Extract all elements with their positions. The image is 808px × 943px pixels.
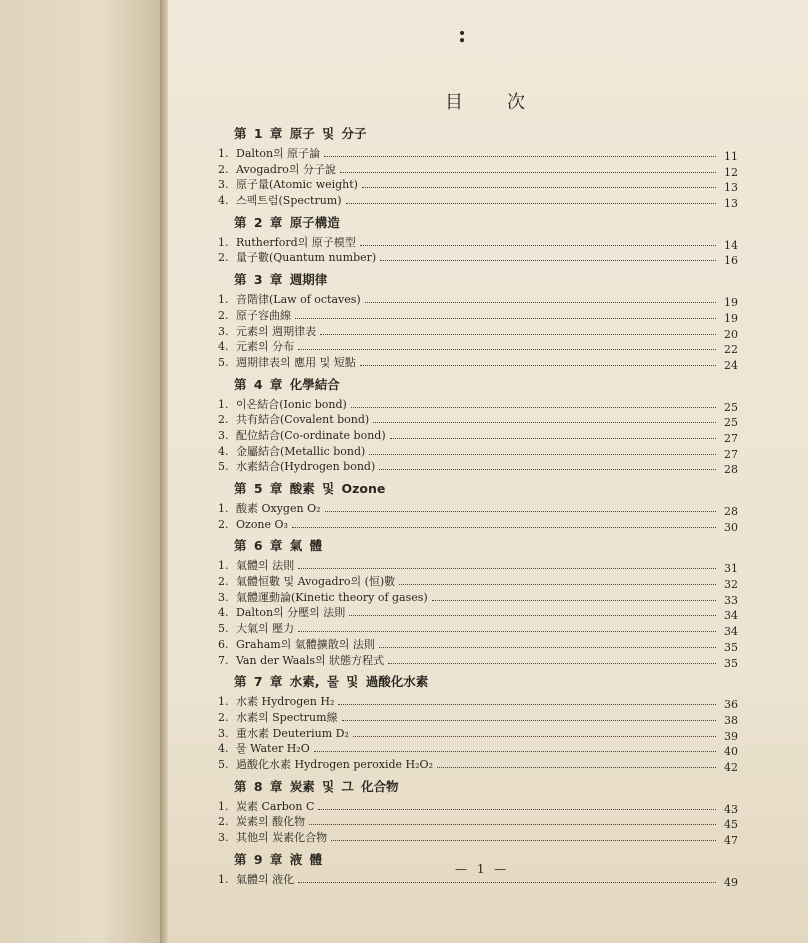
toc-entry	[218, 637, 738, 653]
toc-entry	[218, 741, 738, 757]
page-top-mark: :	[458, 22, 468, 48]
toc-entry	[218, 355, 738, 371]
entry-page-number: 36	[724, 698, 738, 712]
toc-entry	[218, 444, 738, 460]
chapter-heading: 第 7 章 水素, 물 및 過酸化水素	[234, 674, 429, 690]
entry-number: 5.	[218, 757, 229, 771]
entry-title: 炭素의 酸化物	[236, 815, 306, 829]
toc-entry	[218, 162, 738, 178]
chapter-heading: 第 4 章 化學結合	[234, 376, 340, 392]
entry-page-number: 34	[724, 609, 738, 623]
dot-leader	[360, 245, 716, 246]
entry-page-number: 28	[724, 463, 738, 477]
table-of-contents	[218, 124, 738, 891]
dot-leader	[360, 365, 716, 366]
entry-page-number: 11	[724, 150, 738, 163]
facing-page	[0, 0, 166, 943]
entry-number: 5.	[218, 622, 229, 636]
entry-page-number: 39	[724, 729, 738, 743]
entry-title: 氣體의 液化	[236, 872, 295, 886]
entry-title: Dalton의 分壓의 法則	[236, 606, 346, 620]
entry-title: 量子數(Quantum number)	[236, 251, 377, 265]
dot-leader	[379, 647, 716, 648]
dot-leader	[298, 568, 716, 569]
entry-title: 氣體의 法則	[236, 559, 295, 573]
entry-title: 原子量(Atomic weight)	[236, 178, 358, 192]
chapter-heading: 第 5 章 酸素 및 Ozone	[234, 481, 386, 496]
entry-title: 其他의 炭素化合物	[236, 831, 328, 844]
entry-number: 2.	[218, 162, 229, 176]
entry-number: 2.	[218, 413, 229, 427]
toc-entry	[218, 459, 738, 475]
dot-leader	[373, 422, 716, 423]
entry-page-number: 16	[724, 254, 738, 268]
entry-page-number: 33	[724, 593, 738, 607]
entry-number: 1.	[218, 147, 229, 160]
entry-title: 音階律(Law of octaves)	[236, 293, 361, 307]
dot-leader	[325, 511, 717, 512]
toc-entry	[218, 428, 738, 444]
toc-entry	[218, 193, 738, 209]
entry-number: 2.	[218, 308, 229, 322]
entry-number: 1.	[218, 559, 229, 573]
entry-title: 原子容曲線	[236, 308, 291, 322]
toc-entry	[218, 653, 738, 669]
entry-number: 3.	[218, 324, 229, 338]
entry-number: 3.	[218, 178, 229, 192]
entry-number: 1.	[218, 293, 229, 307]
dot-leader	[380, 260, 716, 261]
entry-page-number: 13	[724, 197, 738, 211]
chapter-heading: 第 6 章 氣 體	[234, 538, 323, 554]
entry-title: Rutherford의 原子模型	[236, 235, 356, 249]
toc-title	[445, 88, 525, 114]
entry-number: 4.	[218, 742, 229, 756]
entry-number: 2.	[218, 251, 229, 265]
dot-leader	[390, 438, 716, 439]
toc-entry	[218, 397, 738, 413]
dot-leader	[346, 203, 716, 204]
dot-leader	[379, 469, 716, 470]
entry-title: 過酸化水素 Hydrogen peroxide H₂O₂	[236, 757, 433, 771]
dot-leader	[399, 584, 716, 585]
entry-page-number: 25	[724, 416, 738, 430]
entry-title: 酸素 Oxygen O₂	[236, 502, 321, 515]
dot-leader	[437, 767, 716, 768]
entry-title: Avogadro의 分子說	[236, 162, 336, 176]
page-number: — 1 —	[455, 862, 510, 876]
entry-title: 水素結合(Hydrogen bond)	[236, 460, 376, 474]
entry-title: 共有結合(Covalent bond)	[236, 413, 370, 427]
entry-number: 5.	[218, 355, 229, 369]
entry-page-number: 24	[724, 358, 738, 372]
entry-page-number: 12	[724, 165, 738, 179]
toc-entry	[218, 605, 738, 621]
toc-entry	[218, 324, 738, 340]
entry-number: 1.	[218, 397, 229, 411]
dot-leader	[324, 156, 716, 157]
toc-entry	[218, 590, 738, 606]
dot-leader	[298, 882, 716, 883]
dot-leader	[298, 349, 716, 350]
entry-page-number: 27	[724, 447, 738, 461]
dot-leader	[331, 840, 716, 841]
dot-leader	[340, 172, 716, 173]
entry-page-number: 32	[724, 578, 738, 592]
dot-leader	[362, 187, 716, 188]
dot-leader	[314, 751, 716, 752]
entry-number: 2.	[218, 710, 229, 724]
entry-title: Van der Waals의 狀態方程式	[236, 653, 385, 667]
entry-page-number: 28	[724, 505, 738, 518]
dot-leader	[309, 824, 716, 825]
entry-page-number: 19	[724, 296, 738, 310]
chapter-heading: 第 8 章 炭素 및 그 化合物	[234, 778, 399, 794]
entry-number: 7.	[218, 653, 229, 667]
toc-entry	[218, 292, 738, 308]
entry-page-number: 40	[724, 745, 738, 759]
entry-title: 元素의 週期律表	[236, 324, 317, 338]
entry-number: 3.	[218, 428, 229, 442]
entry-title: Ozone O₃	[236, 517, 288, 531]
entry-page-number: 20	[724, 327, 738, 341]
entry-page-number: 47	[724, 834, 738, 847]
entry-page-number: 22	[724, 343, 738, 357]
entry-number: 1.	[218, 235, 229, 249]
entry-number: 2.	[218, 575, 229, 589]
dot-leader	[388, 663, 716, 664]
entry-number: 2.	[218, 815, 229, 829]
entry-page-number: 19	[724, 311, 738, 325]
toc-entry	[218, 757, 738, 773]
entry-title: 水素 Hydrogen H₂	[236, 695, 335, 709]
entry-number: 5.	[218, 460, 229, 474]
chapter-heading: 第 3 章 週期律	[234, 272, 328, 288]
toc-entry	[218, 814, 738, 830]
entry-page-number: 30	[724, 520, 738, 534]
dot-leader	[295, 318, 716, 319]
toc-entry	[218, 235, 738, 251]
chapter-heading: 第 1 章 原子 및 分子	[234, 126, 367, 141]
entry-number: 1.	[218, 502, 229, 515]
entry-page-number: 45	[724, 818, 738, 832]
entry-title: 配位結合(Co-ordinate bond)	[236, 428, 386, 442]
toc-entry	[218, 412, 738, 428]
toc-entry	[218, 177, 738, 193]
dot-leader	[369, 454, 716, 455]
entry-page-number: 43	[724, 802, 738, 816]
entry-title: 週期律表의 應用 및 短點	[236, 355, 356, 369]
entry-page-number: 34	[724, 625, 738, 639]
entry-number: 4.	[218, 606, 229, 620]
dot-leader	[338, 704, 716, 705]
entry-page-number: 35	[724, 640, 738, 654]
title-char-left: 目	[445, 92, 463, 113]
entry-title: 氣體運動論(Kinetic theory of gases)	[236, 590, 428, 604]
chapter-heading: 第 2 章 原子構造	[234, 214, 340, 230]
entry-number: 3.	[218, 590, 229, 604]
entry-title: 元素의 分布	[236, 340, 295, 354]
entry-page-number: 31	[724, 562, 738, 576]
toc-entry	[218, 308, 738, 324]
toc-entry	[218, 146, 738, 162]
entry-title: Dalton의 原子論	[236, 147, 321, 160]
entry-page-number: 13	[724, 181, 738, 195]
dot-leader	[318, 809, 716, 810]
entry-number: 1.	[218, 799, 229, 813]
toc-entry	[218, 517, 738, 533]
entry-title: 물 Water H₂O	[236, 742, 310, 756]
entry-page-number: 14	[724, 238, 738, 252]
toc-entry	[218, 574, 738, 590]
entry-number: 1.	[218, 872, 229, 886]
section-gap	[218, 887, 738, 891]
entry-number: 3.	[218, 726, 229, 740]
dot-leader	[432, 600, 716, 601]
toc-entry	[218, 339, 738, 355]
entry-page-number: 42	[724, 760, 738, 774]
dot-leader	[298, 631, 716, 632]
entry-title: 金屬結合(Metallic bond)	[236, 444, 366, 458]
dot-leader	[320, 334, 716, 335]
toc-entry	[218, 501, 738, 517]
entry-page-number: 49	[724, 875, 738, 889]
entry-number: 2.	[218, 517, 229, 531]
chapter-heading: 第 9 章 液 體	[234, 851, 323, 867]
entry-title: 이온結合(Ionic bond)	[236, 397, 347, 411]
entry-number: 4.	[218, 444, 229, 458]
dot-leader	[292, 527, 716, 528]
dot-leader	[353, 736, 716, 737]
entry-number: 3.	[218, 831, 229, 844]
entry-page-number: 25	[724, 400, 738, 414]
entry-number: 1.	[218, 695, 229, 709]
toc-entry	[218, 558, 738, 574]
entry-title: Graham의 氣體擴散의 法則	[236, 637, 375, 651]
entry-title: 大氣의 壓力	[236, 622, 295, 636]
dot-leader	[342, 720, 716, 721]
entry-title: 水素의 Spectrum線	[236, 710, 338, 724]
entry-number: 6.	[218, 637, 229, 651]
entry-title: 重水素 Deuterium D₂	[236, 726, 349, 740]
dot-leader	[365, 302, 716, 303]
toc-entry	[218, 830, 738, 846]
toc-entry	[218, 799, 738, 815]
dot-leader	[349, 615, 716, 616]
entry-page-number: 38	[724, 713, 738, 727]
toc-entry	[218, 250, 738, 266]
dot-leader	[351, 407, 716, 408]
entry-number: 4.	[218, 194, 229, 208]
entry-title: 스펙트럼(Spectrum)	[236, 194, 342, 208]
entry-title: 炭素 Carbon C	[236, 799, 315, 813]
toc-entry	[218, 710, 738, 726]
entry-number: 4.	[218, 340, 229, 354]
entry-page-number: 27	[724, 431, 738, 445]
toc-entry	[218, 694, 738, 710]
toc-entry	[218, 726, 738, 742]
entry-title: 氣體恒數 및 Avogadro의 (恒)數	[236, 575, 396, 589]
entry-page-number: 35	[724, 656, 738, 670]
toc-entry	[218, 621, 738, 637]
title-char-right: 次	[507, 92, 525, 113]
